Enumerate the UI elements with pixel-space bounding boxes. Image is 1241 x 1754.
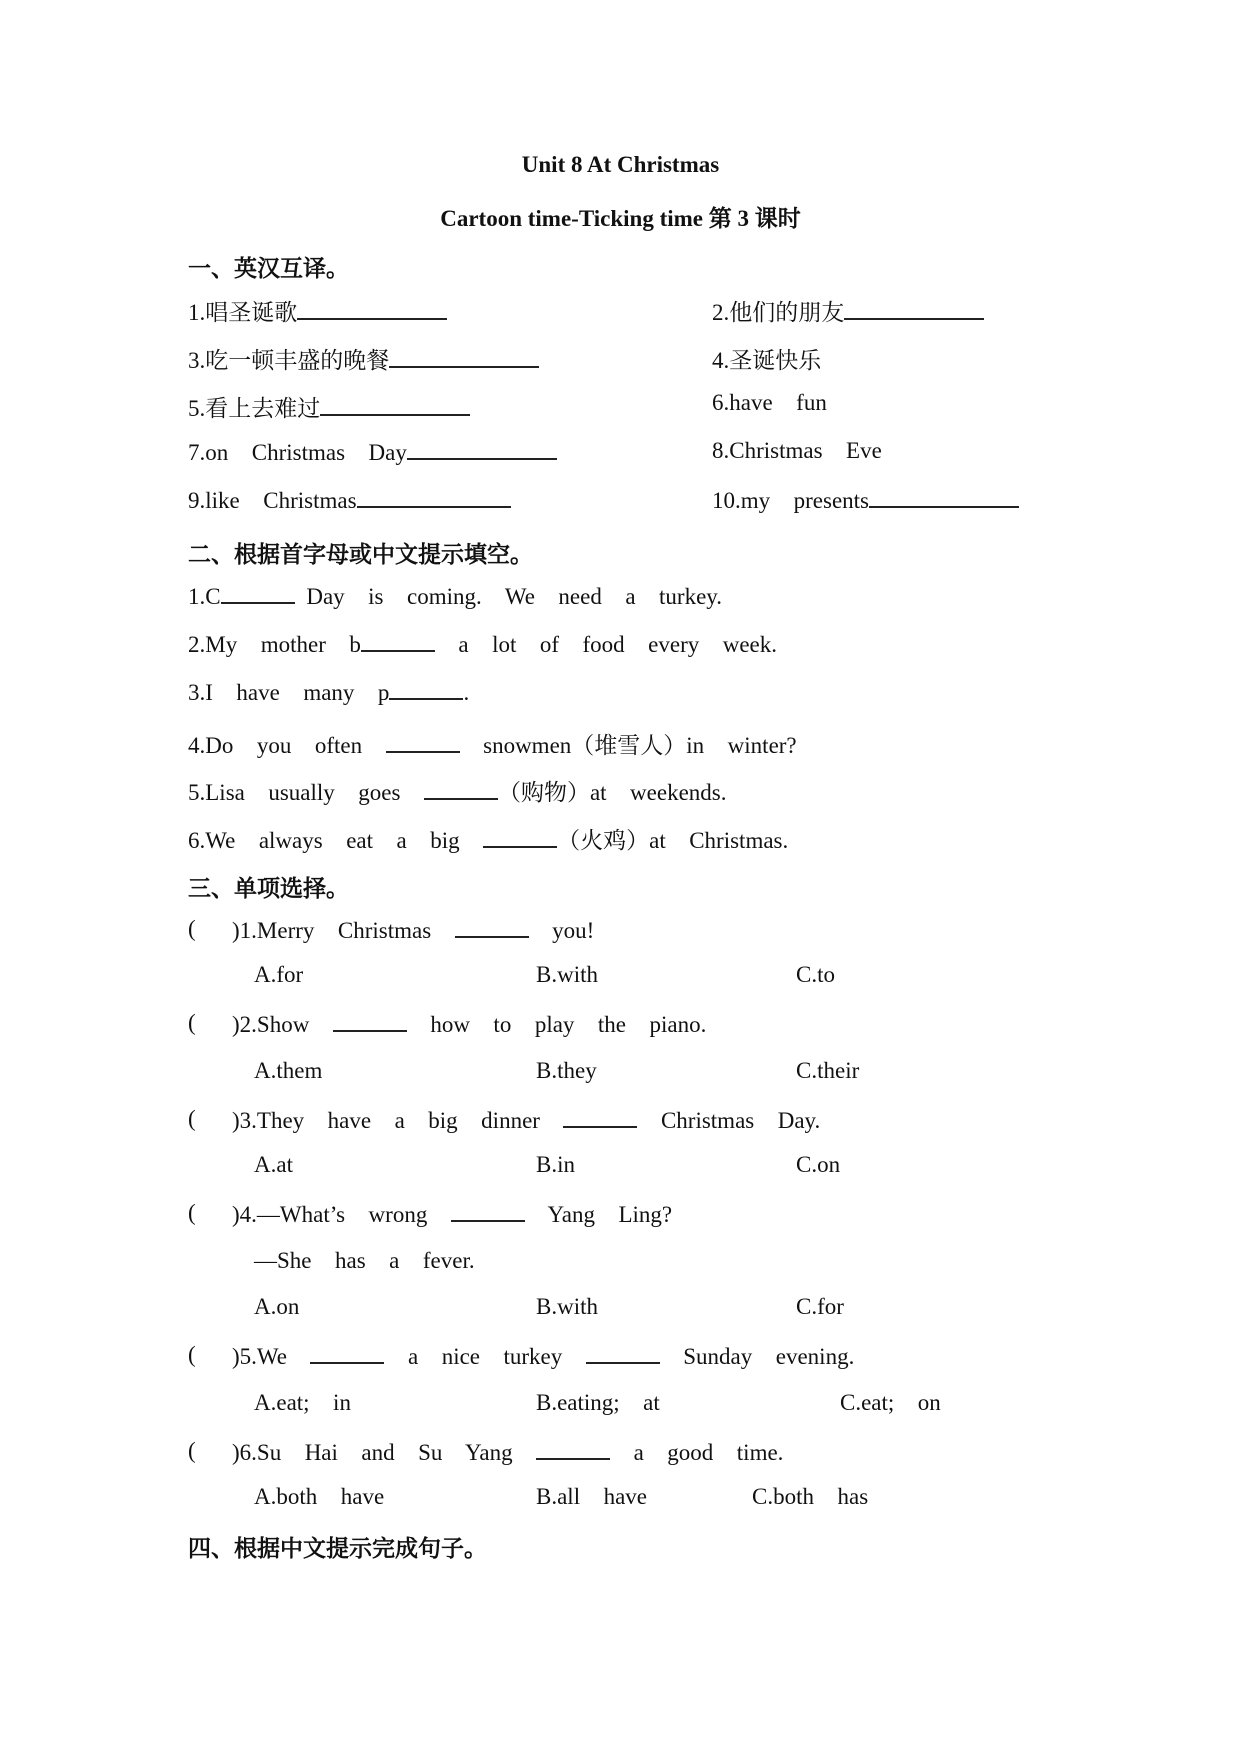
option-b[interactable]: B.with <box>536 962 598 987</box>
fill-item: 2.My mother b a lot of food every week. <box>188 632 778 657</box>
translation-item: 8.Christmas Eve <box>712 438 882 463</box>
answer-blank[interactable] <box>563 1106 637 1128</box>
answer-blank[interactable] <box>586 1342 660 1364</box>
option-c[interactable]: C.both has <box>752 1484 869 1509</box>
option-b[interactable]: B.in <box>536 1152 575 1177</box>
option-c[interactable]: C.on <box>796 1152 841 1177</box>
answer-blank[interactable] <box>310 1342 384 1364</box>
fill-item: 1.C Day is coming. We need a turkey. <box>188 584 723 609</box>
section1-heading: 一、英汉互译。 <box>188 256 349 282</box>
fill-item: 3.I have many p . <box>188 680 470 705</box>
option-b[interactable]: B.they <box>536 1058 597 1083</box>
option-b[interactable]: B.eating; at <box>536 1390 660 1415</box>
answer-blank[interactable] <box>297 298 447 320</box>
answer-blank[interactable] <box>844 298 984 320</box>
mc-question: )2.Show how to play the piano. <box>232 1012 707 1037</box>
translation-item: 4.圣诞快乐 <box>712 348 822 373</box>
answer-paren[interactable]: ( <box>188 1200 196 1225</box>
answer-blank[interactable] <box>389 678 463 700</box>
answer-paren[interactable]: ( <box>188 1342 196 1367</box>
mc-question: )4.—What’s wrong Yang Ling? <box>232 1202 673 1227</box>
option-b[interactable]: B.with <box>536 1294 598 1319</box>
answer-blank[interactable] <box>869 486 1019 508</box>
answer-blank[interactable] <box>389 346 539 368</box>
option-a[interactable]: A.both have <box>254 1484 385 1509</box>
answer-paren[interactable]: ( <box>188 1438 196 1463</box>
translation-item: 10.my presents <box>712 486 1019 514</box>
section2-heading: 二、根据首字母或中文提示填空。 <box>188 542 533 568</box>
answer-blank[interactable] <box>407 438 557 460</box>
answer-blank[interactable] <box>386 731 460 753</box>
translation-item: 5.看上去难过 <box>188 390 470 423</box>
answer-blank[interactable] <box>357 486 511 508</box>
answer-blank[interactable] <box>333 1010 407 1032</box>
mc-question: )5.We a nice turkey Sunday evening. <box>232 1344 855 1369</box>
option-a[interactable]: A.at <box>254 1152 293 1177</box>
fill-item: 5.Lisa usually goes （购物）at weekends. <box>188 780 727 805</box>
translation-item: 7.on Christmas Day <box>188 438 557 466</box>
translation-item: 2.他们的朋友 <box>712 294 984 327</box>
document-title: Unit 8 At Christmas <box>521 152 720 177</box>
translation-item: 6.have fun <box>712 390 827 415</box>
option-a[interactable]: A.them <box>254 1058 323 1083</box>
answer-blank[interactable] <box>320 394 470 416</box>
translation-item: 1.唱圣诞歌 <box>188 294 447 327</box>
option-c[interactable]: C.eat; on <box>840 1390 941 1415</box>
answer-paren[interactable]: ( <box>188 1106 196 1131</box>
answer-blank[interactable] <box>483 826 557 848</box>
answer-blank[interactable] <box>361 630 435 652</box>
mc-question: )1.Merry Christmas you! <box>232 918 595 943</box>
mc-question: )6.Su Hai and Su Yang a good time. <box>232 1440 784 1465</box>
fill-item: 4.Do you often snowmen（堆雪人）in winter? <box>188 733 797 758</box>
answer-blank[interactable] <box>221 582 295 604</box>
answer-blank[interactable] <box>451 1200 525 1222</box>
answer-blank[interactable] <box>455 916 529 938</box>
translation-item: 9.like Christmas <box>188 486 511 514</box>
mc-question: )3.They have a big dinner Christmas Day. <box>232 1108 821 1133</box>
option-c[interactable]: C.for <box>796 1294 844 1319</box>
translation-item: 3.吃一顿丰盛的晚餐 <box>188 342 539 375</box>
option-c[interactable]: C.to <box>796 962 835 987</box>
section4-heading: 四、根据中文提示完成句子。 <box>188 1536 487 1562</box>
document-subtitle: Cartoon time-Ticking time 第 3 课时 <box>440 206 801 231</box>
answer-blank[interactable] <box>536 1438 610 1460</box>
answer-blank[interactable] <box>424 778 498 800</box>
fill-item: 6.We always eat a big （火鸡）at Christmas. <box>188 828 789 853</box>
option-a[interactable]: A.on <box>254 1294 300 1319</box>
section3-heading: 三、单项选择。 <box>188 876 349 902</box>
mc-question-reply: —She has a fever. <box>254 1248 475 1273</box>
option-b[interactable]: B.all have <box>536 1484 647 1509</box>
answer-paren[interactable]: ( <box>188 1010 196 1035</box>
answer-paren[interactable]: ( <box>188 916 196 941</box>
option-c[interactable]: C.their <box>796 1058 860 1083</box>
option-a[interactable]: A.eat; in <box>254 1390 351 1415</box>
option-a[interactable]: A.for <box>254 962 304 987</box>
